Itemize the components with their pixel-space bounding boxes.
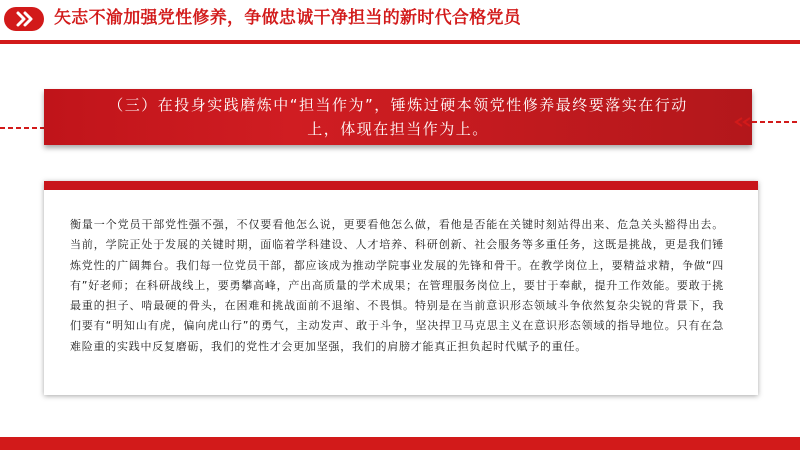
banner-text: （三）在投身实践磨炼中“担当作为”，锤炼过硬本领党性修养最终要落实在行动上，体现在担当作为上。 <box>108 96 688 138</box>
content-paragraph: 衡量一个党员干部党性强不强，不仅要看他怎么说，更要看他怎么做，看他是否能在关键时刻站得出来、危急关头豁得出去。当前，学院正处于发展的关键时期，面临着学科建设、人才培养、科研创新、社会服务等多重任务，这既是挑战，更是我们锤炼党性的广阔舞台。我们每一位党员干部，都应该成为推动学院事业发展的先锋和骨干。在教学岗位上，要精益求精，争做“四有”好老师；在科研战线上，要勇攀高峰，产出高质量的学术成果；在管理服务岗位上，要甘于奉献，提升工作效能。要敢于挑最重的担子、啃最硬的骨头，在困难和挑战面前不退缩、不畏惧。特别是在当前意识形态领域斗争依然复杂尖锐的背景下，我们要有“明知山有虎，偏向虎山行”的勇气，主动发声、敢于斗争，坚决捍卫马克思主义在意识形态领域的指导地位。只有在急难险重的实践中反复磨砺，我们的党性才会更加坚强，我们的肩膀才能真正担负起时代赋予的重任。 <box>70 218 724 353</box>
decorative-dashed-line-right <box>730 114 800 130</box>
page-title: 矢志不渝加强党性修养，争做忠诚干净担当的新时代合格党员 <box>54 8 522 28</box>
header-divider <box>0 40 800 44</box>
content-box <box>44 181 758 395</box>
footer-bar <box>0 437 800 450</box>
section-banner <box>44 89 752 145</box>
double-chevron-right-icon <box>4 7 44 31</box>
